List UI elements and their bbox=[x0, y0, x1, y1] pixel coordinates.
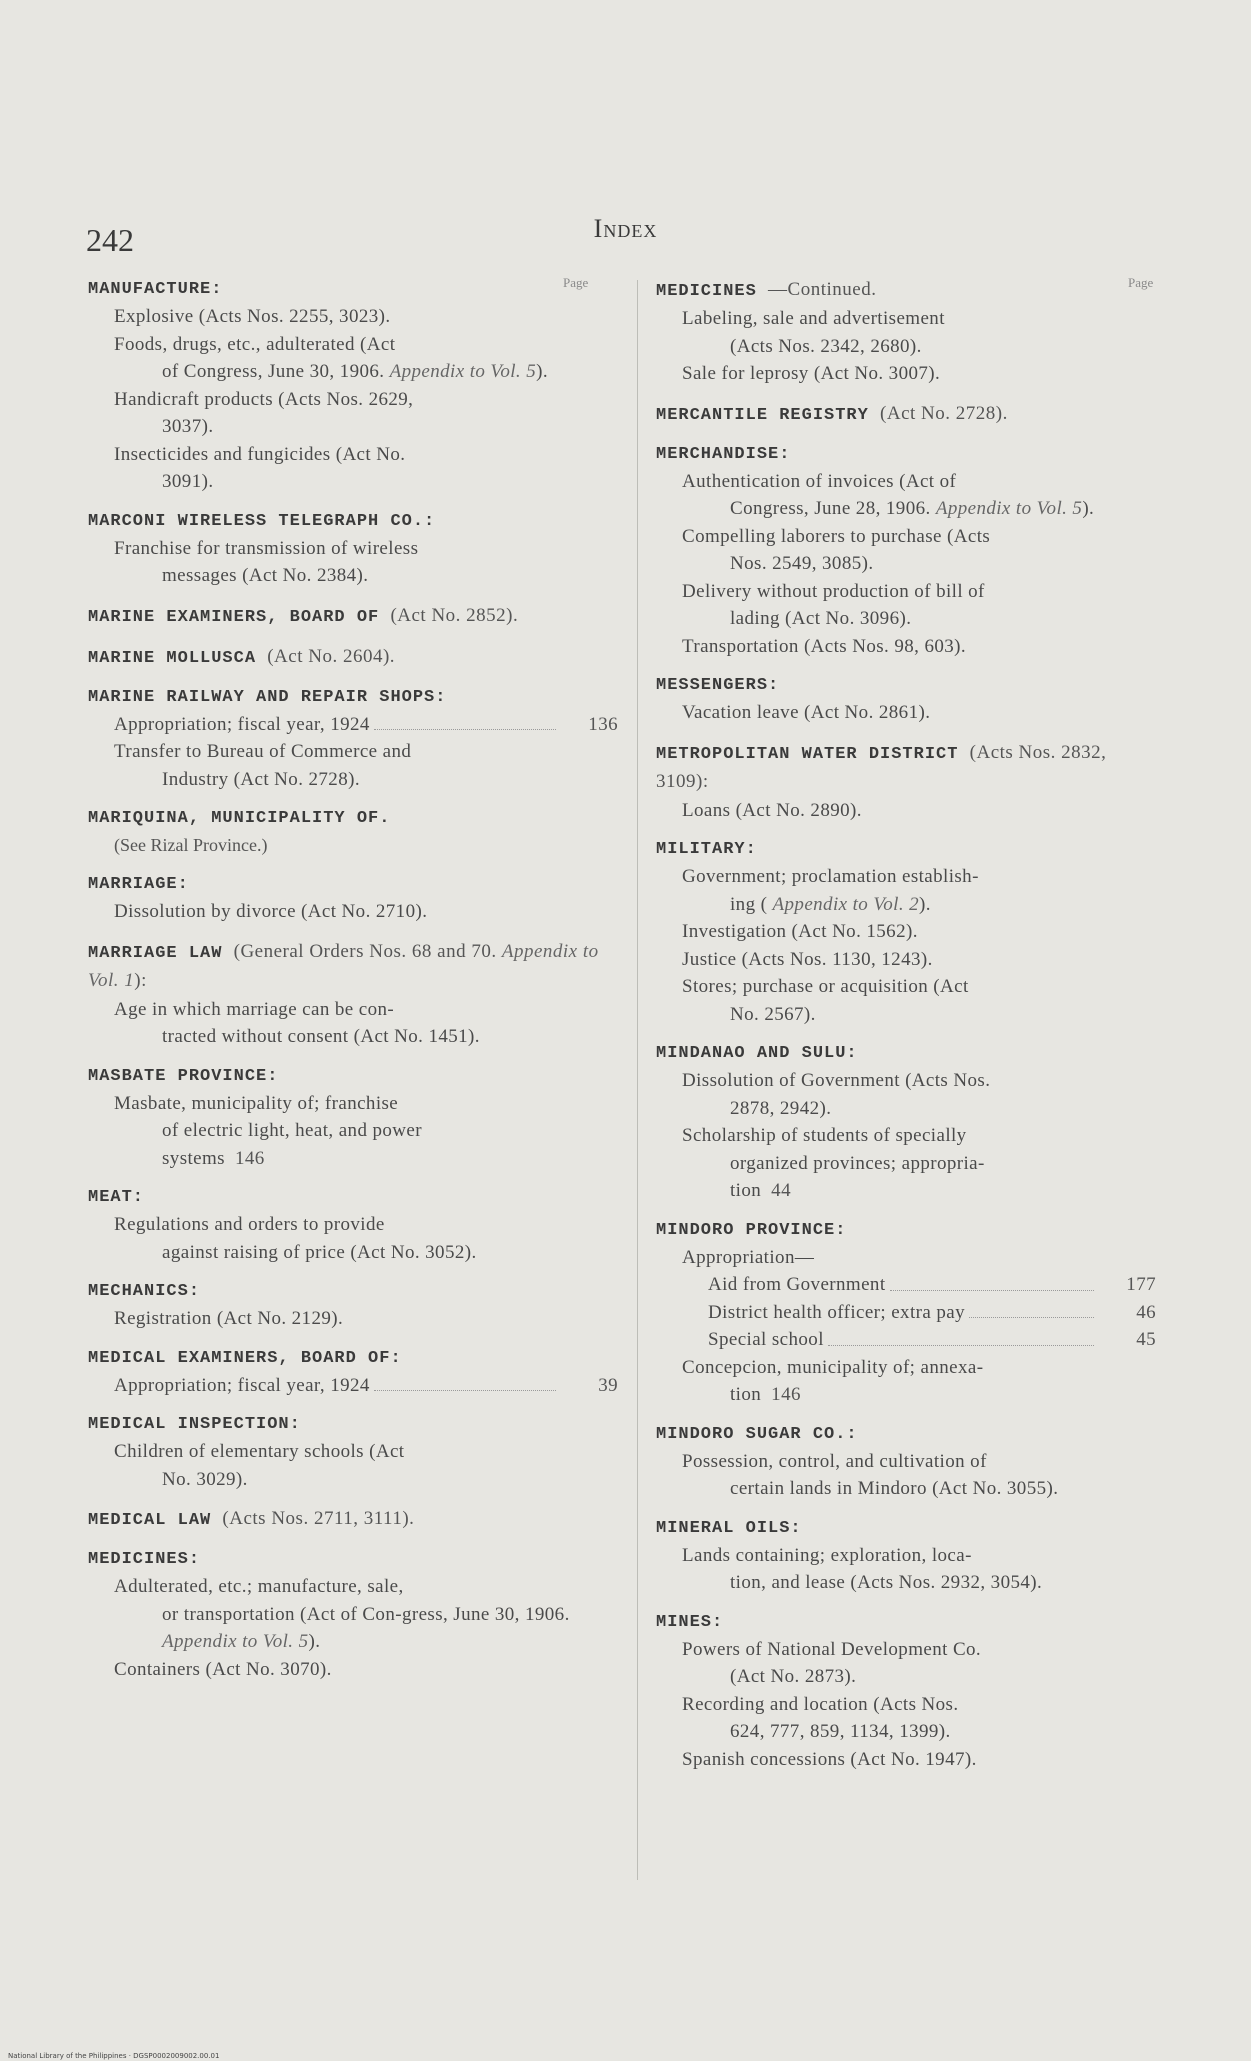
continuation-italic: Appendix to Vol. 5 bbox=[162, 1631, 309, 1652]
subentry-text: Appropriation— bbox=[682, 1246, 815, 1268]
continuation-italic: Appendix to Vol. 5 bbox=[389, 361, 537, 382]
index-entry bbox=[656, 441, 1156, 661]
subentry bbox=[656, 1354, 1156, 1409]
subentry bbox=[88, 711, 618, 739]
entry-heading bbox=[88, 1278, 618, 1305]
continuation-text: certain lands in Mindoro (Act No. 3055). bbox=[730, 1478, 1059, 1499]
entry-heading bbox=[88, 1505, 618, 1534]
subentry bbox=[88, 1656, 618, 1684]
continuation-text: against raising of price (Act No. 3052). bbox=[162, 1241, 477, 1263]
continuation-end: ). bbox=[308, 1631, 321, 1652]
page-ref: 177 bbox=[1126, 1274, 1156, 1295]
continuation-text: No. 2567). bbox=[730, 1003, 816, 1025]
subentry bbox=[656, 797, 1156, 825]
subentry-text: Possession, control, and cultivation of bbox=[682, 1450, 987, 1472]
entry-heading bbox=[88, 643, 618, 672]
column-divider bbox=[637, 280, 638, 1880]
page-column-label-left: Page bbox=[563, 275, 589, 290]
entry-heading-text: MARINE EXAMINERS, BOARD OF bbox=[88, 607, 380, 627]
entry-heading-text: MECHANICS: bbox=[88, 1282, 201, 1301]
subentry-ref-line bbox=[682, 1177, 1156, 1205]
subentry bbox=[88, 1211, 618, 1266]
continuation-text: Congress, June 28, 1906. bbox=[730, 498, 931, 519]
subentry bbox=[656, 1271, 1156, 1299]
entry-qualifier bbox=[768, 279, 876, 300]
continuation-text: Industry (Act No. 2728). bbox=[162, 768, 360, 790]
subentry-text: Lands containing; exploration, loca- bbox=[682, 1544, 972, 1566]
subentry bbox=[88, 441, 618, 496]
index-entry bbox=[88, 1546, 618, 1683]
qualifier-text: (Act No. 2604). bbox=[267, 645, 396, 667]
subentry-ref-line bbox=[114, 711, 618, 739]
subentry-text: Special school bbox=[708, 1329, 824, 1350]
continuation-text: of Congress, June 30, 1906. bbox=[162, 361, 385, 382]
entry-heading bbox=[88, 1063, 618, 1090]
subentry-continuation bbox=[114, 1239, 618, 1267]
continuation-text: 3037). bbox=[162, 416, 214, 437]
subentry bbox=[88, 1573, 618, 1656]
index-column-right bbox=[656, 276, 1156, 1785]
subentry bbox=[656, 1299, 1156, 1327]
entry-heading-text: MEAT: bbox=[88, 1188, 145, 1207]
entry-heading bbox=[88, 938, 618, 996]
entry-heading-text: MINDANAO AND SULU: bbox=[656, 1044, 858, 1063]
index-entry bbox=[88, 1345, 618, 1400]
subentry bbox=[656, 1067, 1156, 1122]
continuation-end: ). bbox=[1082, 498, 1095, 519]
index-entry bbox=[656, 1040, 1156, 1205]
index-entry bbox=[656, 1609, 1156, 1774]
leader-dots bbox=[969, 1317, 1094, 1318]
subentry bbox=[656, 305, 1156, 360]
subentry-continuation bbox=[682, 1095, 1156, 1123]
subentry-continuation bbox=[114, 358, 618, 386]
continuation-text: 2878, 2942). bbox=[730, 1097, 832, 1119]
continuation-italic: Appendix to Vol. 2 bbox=[772, 893, 920, 915]
subentry-text: Powers of National Development Co. bbox=[682, 1638, 982, 1660]
continuation-text: ing ( bbox=[730, 893, 768, 915]
subentry-continuation bbox=[114, 1117, 618, 1145]
entry-qualifier bbox=[222, 1508, 414, 1529]
entry-heading-text: MINERAL OILS: bbox=[656, 1518, 802, 1538]
subentry-text: Sale for leprosy (Act No. 3007). bbox=[682, 363, 941, 384]
subentry-continuation bbox=[114, 1023, 618, 1051]
qualifier-text: (Act No. 2852). bbox=[390, 604, 519, 626]
page-ref: 39 bbox=[598, 1374, 618, 1396]
see-reference: (See Rizal Province.) bbox=[114, 835, 268, 855]
entry-heading bbox=[88, 602, 618, 631]
entry-heading-text: MARINE MOLLUSCA bbox=[88, 648, 257, 668]
subentry-text: Spanish concessions (Act No. 1947). bbox=[682, 1748, 977, 1770]
subentry bbox=[656, 1746, 1156, 1774]
subentry-text: Transfer to Bureau of Commerce and bbox=[114, 741, 412, 762]
entry-heading bbox=[656, 739, 1156, 797]
subentry-text: Compelling laborers to purchase (Acts bbox=[682, 525, 991, 547]
entry-heading bbox=[88, 871, 618, 898]
page-ref: 45 bbox=[1136, 1329, 1156, 1350]
continuation-text: tion, and lease (Acts Nos. 2932, 3054). bbox=[730, 1572, 1043, 1593]
index-entry bbox=[88, 1063, 618, 1173]
subentry bbox=[88, 1090, 618, 1173]
entry-heading bbox=[656, 1609, 1156, 1636]
subentry-text: Appropriation; fiscal year, 1924 bbox=[114, 713, 370, 735]
subentry bbox=[88, 535, 618, 590]
subentry bbox=[88, 1438, 618, 1493]
index-entry bbox=[88, 602, 618, 631]
subentry bbox=[88, 996, 618, 1051]
entry-heading-text: MARRIAGE LAW bbox=[88, 943, 223, 963]
subentry-continuation bbox=[682, 333, 1156, 361]
subentry-text: Dissolution of Government (Acts Nos. bbox=[682, 1070, 991, 1091]
subentry-text: Labeling, sale and advertisement bbox=[682, 308, 945, 329]
entry-heading-text: MEDICINES bbox=[656, 282, 757, 301]
subentry-text: Insecticides and fungicides (Act No. bbox=[114, 443, 406, 465]
index-entry bbox=[656, 1421, 1156, 1503]
continuation-text: (Act No. 2873). bbox=[730, 1666, 857, 1687]
entry-heading-text: MARINE RAILWAY AND REPAIR SHOPS: bbox=[88, 687, 447, 707]
entry-heading bbox=[656, 672, 1156, 699]
entry-heading-text: METROPOLITAN WATER DISTRICT bbox=[656, 744, 959, 764]
subentry-text: Appropriation; fiscal year, 1924 bbox=[114, 1374, 370, 1396]
subentry bbox=[88, 386, 618, 441]
index-entry bbox=[88, 1505, 618, 1534]
continuation-text: or transportation (Act of Con-gress, June 30, 1906. bbox=[162, 1603, 570, 1625]
entry-heading bbox=[88, 508, 618, 535]
entry-heading-text: MILITARY: bbox=[656, 840, 757, 859]
subentry-text: Age in which marriage can be con- bbox=[114, 998, 395, 1020]
subentry-text: Dissolution by divorce (Act No. 2710). bbox=[114, 901, 428, 922]
subentry-text: Adulterated, etc.; manufacture, sale, bbox=[114, 1576, 404, 1597]
page-ref: 44 bbox=[771, 1180, 791, 1201]
qualifier-text: (Act No. 2728). bbox=[880, 402, 1008, 424]
subentry-text: Masbate, municipality of; franchise bbox=[114, 1092, 399, 1114]
continuation-text: tracted without consent (Act No. 1451). bbox=[162, 1026, 480, 1047]
continuation-text: 624, 777, 859, 1134, 1399). bbox=[730, 1721, 951, 1742]
subentry-text: Vacation leave (Act No. 2861). bbox=[682, 702, 931, 723]
subentry-text: Transportation (Acts Nos. 98, 603). bbox=[682, 635, 967, 657]
qualifier-text: —Continued. bbox=[768, 279, 877, 300]
entry-qualifier bbox=[267, 646, 395, 667]
continuation-text: systems bbox=[162, 1147, 225, 1169]
subentry-continuation bbox=[682, 1569, 1156, 1597]
entry-heading-text: MINDORO PROVINCE: bbox=[656, 1220, 847, 1240]
index-entry bbox=[656, 276, 1156, 388]
subentry-text: Handicraft products (Acts Nos. 2629, bbox=[114, 388, 414, 410]
entry-heading-text: MEDICAL EXAMINERS, BOARD OF: bbox=[88, 1348, 402, 1368]
index-entry bbox=[656, 672, 1156, 727]
subentry bbox=[656, 1636, 1156, 1691]
index-entry bbox=[88, 871, 618, 926]
qualifier-end: ): bbox=[134, 969, 147, 991]
entry-heading bbox=[88, 1345, 618, 1372]
subentry bbox=[656, 468, 1156, 523]
entry-heading bbox=[656, 276, 1156, 305]
subentry-text: Authentication of invoices (Act of bbox=[682, 470, 957, 492]
subentry bbox=[88, 1372, 618, 1400]
subentry-continuation bbox=[114, 1601, 618, 1656]
subentry-continuation bbox=[682, 1718, 1156, 1746]
subentry-text: Registration (Act No. 2129). bbox=[114, 1308, 344, 1329]
index-entry bbox=[656, 739, 1156, 825]
entry-heading-text: MARRIAGE: bbox=[88, 875, 189, 894]
page-ref: 146 bbox=[771, 1384, 801, 1405]
entry-heading bbox=[88, 684, 618, 711]
entry-heading-text: MARCONI WIRELESS TELEGRAPH CO.: bbox=[88, 511, 436, 531]
subentry-continuation bbox=[114, 468, 618, 496]
subentry-text: Foods, drugs, etc., adulterated (Act bbox=[114, 333, 396, 355]
subentry bbox=[656, 946, 1156, 974]
entry-heading bbox=[656, 1421, 1156, 1448]
subentry bbox=[88, 738, 618, 793]
subentry-continuation bbox=[682, 605, 1156, 633]
subentry bbox=[656, 1326, 1156, 1354]
subentry bbox=[656, 633, 1156, 661]
leader-dots bbox=[890, 1290, 1094, 1291]
continuation-text: Nos. 2549, 3085). bbox=[730, 553, 874, 574]
subentry bbox=[656, 699, 1156, 727]
leader-dots bbox=[374, 1390, 556, 1391]
continuation-text: (Acts Nos. 2342, 2680). bbox=[730, 335, 922, 357]
entry-heading bbox=[88, 1546, 618, 1573]
qualifier-text: (Acts Nos. 2711, 3111). bbox=[222, 1508, 415, 1529]
subentry-text: Concepcion, municipality of; annexa- bbox=[682, 1356, 984, 1378]
subentry-text: Explosive (Acts Nos. 2255, 3023). bbox=[114, 306, 391, 327]
subentry-text: Stores; purchase or acquisition (Act bbox=[682, 976, 969, 997]
entry-heading-text: MERCANTILE REGISTRY bbox=[656, 405, 869, 425]
entry-qualifier bbox=[880, 403, 1008, 424]
subentry-text: Regulations and orders to provide bbox=[114, 1214, 385, 1235]
page-title: Index bbox=[593, 214, 658, 243]
index-entry bbox=[656, 836, 1156, 1028]
continuation-end: ). bbox=[919, 893, 931, 915]
page-number: 242 bbox=[86, 222, 134, 258]
entry-heading-text: MEDICAL LAW bbox=[88, 1511, 212, 1530]
subentry-continuation bbox=[682, 891, 1156, 919]
subentry-text: Containers (Act No. 3070). bbox=[114, 1658, 332, 1680]
subentry bbox=[88, 898, 618, 926]
subentry-text: Scholarship of students of specially bbox=[682, 1125, 967, 1146]
entry-heading bbox=[656, 441, 1156, 468]
entry-heading bbox=[88, 805, 618, 832]
subentry-text: Government; proclamation establish- bbox=[682, 866, 979, 887]
entry-heading-text: MEDICAL INSPECTION: bbox=[88, 1415, 301, 1434]
subentry-text: Recording and location (Acts Nos. bbox=[682, 1693, 959, 1715]
subentry-text: Franchise for transmission of wireless bbox=[114, 537, 419, 559]
subentry-continuation bbox=[682, 1001, 1156, 1029]
page-ref: 136 bbox=[588, 713, 618, 735]
subentry-text: Investigation (Act No. 1562). bbox=[682, 921, 918, 942]
entry-heading bbox=[88, 1411, 618, 1438]
subentry-continuation bbox=[682, 1475, 1156, 1503]
index-entry bbox=[88, 1278, 618, 1333]
index-entry bbox=[88, 684, 618, 794]
subentry-ref-line bbox=[708, 1326, 1156, 1354]
subentry bbox=[656, 523, 1156, 578]
subentry-continuation bbox=[682, 550, 1156, 578]
subentry bbox=[656, 1542, 1156, 1597]
index-entry bbox=[656, 1515, 1156, 1597]
continuation-text: tion bbox=[730, 1180, 762, 1201]
subentry-continuation bbox=[682, 1150, 1156, 1178]
page-ref: 146 bbox=[234, 1147, 265, 1169]
index-entry bbox=[88, 643, 618, 672]
entry-heading bbox=[88, 276, 618, 303]
continuation-italic: Appendix to Vol. 5 bbox=[935, 498, 1083, 519]
entry-heading-text: MARIQUINA, MUNICIPALITY OF. bbox=[88, 809, 391, 828]
qualifier-text: (General Orders Nos. 68 and 70. bbox=[233, 940, 497, 962]
subentry-ref-line bbox=[114, 1145, 618, 1173]
page-ref: 46 bbox=[1136, 1301, 1156, 1323]
subentry-continuation bbox=[114, 562, 618, 590]
qualifier-italic: Appendix to Vol. 1 bbox=[88, 940, 599, 991]
continuation-text: No. 3029). bbox=[162, 1468, 248, 1490]
entry-heading bbox=[656, 400, 1156, 429]
leader-dots bbox=[828, 1345, 1094, 1346]
subentry bbox=[656, 973, 1156, 1028]
index-entry bbox=[88, 508, 618, 590]
entry-heading bbox=[656, 1217, 1156, 1244]
entry-qualifier bbox=[390, 605, 518, 626]
subentry bbox=[656, 863, 1156, 918]
subentry-continuation bbox=[114, 413, 618, 441]
subentry bbox=[656, 578, 1156, 633]
subentry-ref-line bbox=[114, 1372, 618, 1400]
subentry-text: Delivery without production of bill of bbox=[682, 580, 985, 602]
continuation-text: 3091). bbox=[162, 471, 214, 492]
entry-heading-text: MESSENGERS: bbox=[656, 676, 780, 695]
continuation-text: tion bbox=[730, 1384, 762, 1405]
index-entry bbox=[88, 1184, 618, 1266]
subentry-text: Aid from Government bbox=[708, 1274, 886, 1295]
entry-heading bbox=[656, 1515, 1156, 1542]
index-entry bbox=[88, 276, 618, 496]
index-column-left bbox=[88, 276, 618, 1695]
continuation-text: lading (Act No. 3096). bbox=[730, 608, 912, 629]
entry-heading-text: MANUFACTURE: bbox=[88, 280, 223, 299]
subentry bbox=[656, 1122, 1156, 1205]
continuation-text: organized provinces; appropria- bbox=[730, 1152, 985, 1174]
subentry bbox=[656, 918, 1156, 946]
entry-heading-text: MINDORO SUGAR CO.: bbox=[656, 1424, 858, 1444]
subentry-continuation bbox=[114, 766, 618, 794]
subentry bbox=[656, 360, 1156, 388]
entry-heading bbox=[88, 1184, 618, 1211]
entry-heading bbox=[656, 1040, 1156, 1067]
index-entry bbox=[656, 400, 1156, 429]
page-column-label-right: Page bbox=[1128, 275, 1154, 290]
subentry bbox=[88, 331, 618, 386]
subentry-ref-line bbox=[708, 1271, 1156, 1299]
subentry-text: Children of elementary schools (Act bbox=[114, 1441, 405, 1462]
index-entry bbox=[656, 1217, 1156, 1409]
continuation-text: of electric light, heat, and power bbox=[162, 1120, 422, 1141]
subentry-text: Justice (Acts Nos. 1130, 1243). bbox=[682, 948, 933, 970]
index-entry bbox=[88, 938, 618, 1051]
entry-heading bbox=[656, 836, 1156, 863]
qualifier-text: (Acts Nos. 2832, 3109): bbox=[656, 741, 1107, 792]
subentry-ref-line bbox=[708, 1299, 1156, 1327]
subentry bbox=[656, 1691, 1156, 1746]
subentry bbox=[656, 1448, 1156, 1503]
leader-dots bbox=[374, 729, 556, 730]
continuation-end: ). bbox=[536, 361, 548, 382]
subentry-text: District health officer; extra pay bbox=[708, 1301, 965, 1323]
entry-heading-text: MEDICINES: bbox=[88, 1550, 201, 1569]
subentry bbox=[88, 1305, 618, 1333]
subentry-continuation bbox=[682, 1663, 1156, 1691]
entry-heading-text: MERCHANDISE: bbox=[656, 444, 791, 464]
subentry-text: Loans (Act No. 2890). bbox=[682, 799, 862, 821]
index-entry bbox=[88, 1411, 618, 1493]
entry-heading-text: MASBATE PROVINCE: bbox=[88, 1066, 279, 1086]
subentry-ref-line bbox=[682, 1381, 1156, 1409]
entry-heading-text: MINES: bbox=[656, 1612, 724, 1632]
subentry-continuation bbox=[114, 1466, 618, 1494]
library-footer: National Library of the Philippines · DGSP0002009002.00.01 bbox=[8, 2052, 220, 2060]
continuation-text: messages (Act No. 2384). bbox=[162, 565, 369, 586]
subentry bbox=[88, 303, 618, 331]
subentry-continuation bbox=[682, 495, 1156, 523]
index-entry bbox=[88, 805, 618, 859]
subentry bbox=[656, 1244, 1156, 1272]
